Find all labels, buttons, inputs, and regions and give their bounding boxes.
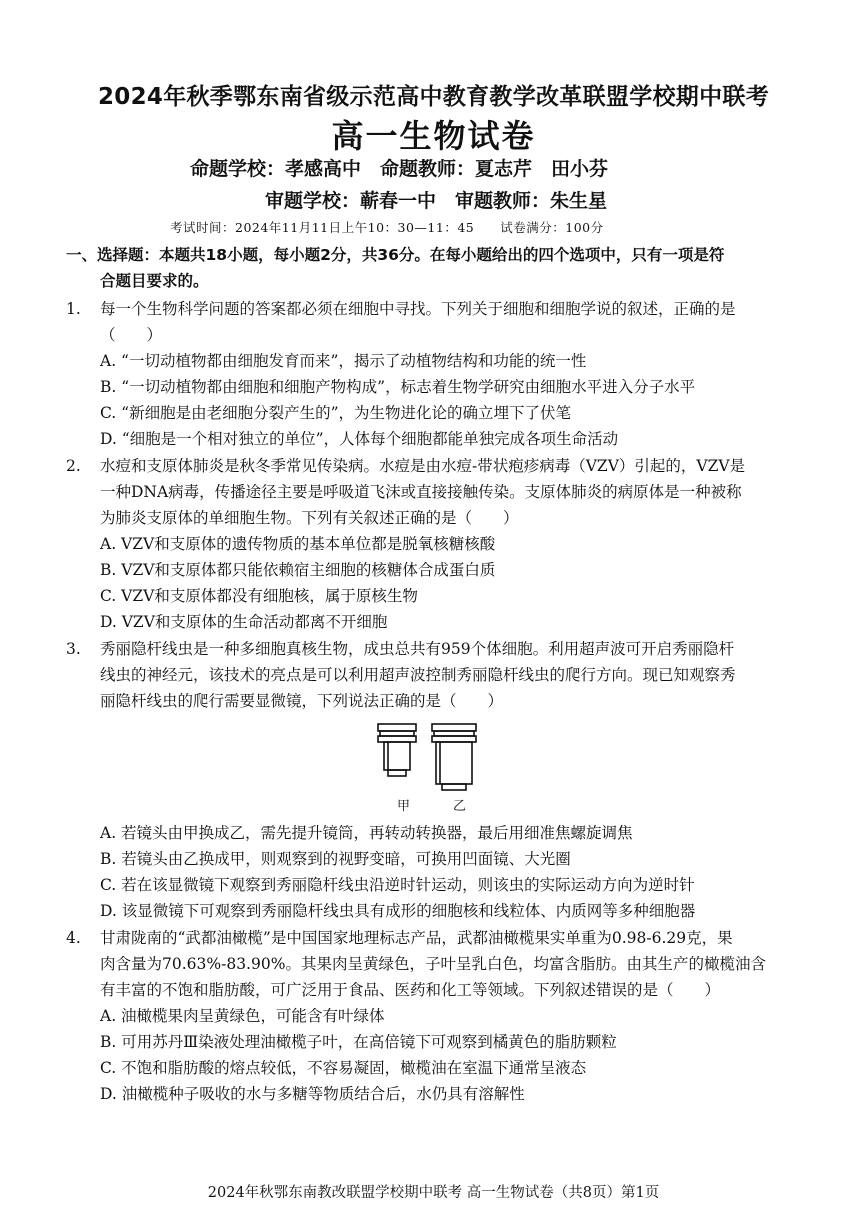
question-stem: 线虫的神经元，该技术的亮点是可以利用超声波控制秀丽隐杆线虫的爬行方向。现已知观察秀 (100, 666, 736, 684)
option-a: A. VZV和支原体的遗传物质的基本单位都是脱氧核糖核酸 (100, 535, 496, 553)
question-stem: 肉含量为70.63%-83.90%。其果肉呈黄绿色，子叶呈乳白色，均富含脂肪。由其生产的橄榄油含 (100, 955, 766, 973)
option-d: D. VZV和支原体的生命活动都离不开细胞 (100, 613, 388, 631)
option-b: B. 可用苏丹Ⅲ染液处理油橄榄子叶，在高倍镜下可观察到橘黄色的脂肪颗粒 (100, 1033, 617, 1051)
option-d: D. 油橄榄种子吸收的水与多糖等物质结合后，水仍具有溶解性 (100, 1085, 525, 1103)
exam-title: 2024年秋季鄂东南省级示范高中教育教学改革联盟学校期中联考 (97, 84, 769, 110)
option-c: C. 不饱和脂肪酸的熔点较低，不容易凝固，橄榄油在室温下通常呈液态 (100, 1059, 587, 1077)
option-a: A. “一切动植物都由细胞发育而来”，揭示了动植物结构和功能的统一性 (100, 352, 587, 370)
question-number: 2. (66, 457, 81, 475)
review-line: 审题学校：蕲春一中 审题教师：朱生星 (265, 190, 608, 212)
section-heading: 一、选择题：本题共18小题，每小题2分，共36分。在每小题给出的四个选项中，只有一项是符 (66, 246, 725, 264)
paper-title: 高一生物试卷 (331, 117, 536, 155)
option-d: D. “细胞是一个相对独立的单位”，人体每个细胞都能单独完成各项生命活动 (100, 430, 619, 448)
figure-label-yi: 乙 (453, 799, 467, 814)
option-b: B. 若镜头由乙换成甲，则观察到的视野变暗，可换用凹面镜、大光圈 (100, 850, 571, 868)
question-stem: 每一个生物科学问题的答案都必须在细胞中寻找。下列关于细胞和细胞学说的叙述，正确的是 (100, 300, 736, 318)
option-a: A. 若镜头由甲换成乙，需先提升镜筒，再转动转换器，最后用细准焦螺旋调焦 (100, 824, 633, 842)
question-number: 4. (66, 929, 81, 947)
exam-info: 考试时间：2024年11月11日上午10：30—11：45 试卷满分：100分 (170, 220, 604, 235)
objective-lens-jia (378, 724, 416, 776)
question-stem: 为肺炎支原体的单细胞生物。下列有关叙述正确的是（ ） (100, 509, 519, 527)
question-stem: 有丰富的不饱和脂肪酸，可广泛用于食品、医药和化工等领域。下列叙述错误的是（ ） (100, 981, 721, 999)
option-d: D. 该显微镜下可观察到秀丽隐杆线虫具有成形的细胞核和线粒体、内质网等多种细胞器 (100, 902, 696, 920)
author-line: 命题学校：孝感高中 命题教师：夏志芹 田小芬 (190, 158, 609, 180)
question-number: 3. (66, 640, 81, 658)
question-number: 1. (66, 300, 81, 318)
option-c: C. 若在该显微镜下观察到秀丽隐杆线虫沿逆时针运动，则该虫的实际运动方向为逆时针 (100, 876, 695, 894)
question-stem: （ ） (100, 326, 163, 344)
option-c: C. “新细胞是由老细胞分裂产生的”，为生物进化论的确立埋下了伏笔 (100, 404, 572, 422)
objective-lens-yi (432, 724, 476, 790)
figure-label-jia: 甲 (397, 799, 411, 814)
question-stem: 秀丽隐杆线虫是一种多细胞真核生物，成虫总共有959个体细胞。利用超声波可开启秀丽隐杆 (100, 640, 735, 658)
question-stem: 一种DNA病毒，传播途径主要是呼吸道飞沫或直接接触传染。支原体肺炎的病原体是一种被称 (100, 483, 742, 501)
page-footer: 2024年秋鄂东南教改联盟学校期中联考 高一生物试卷（共8页）第1页 (207, 1185, 660, 1201)
question-stem: 甘肃陇南的“武都油橄榄”是中国国家地理标志产品，武都油橄榄果实单重为0.98-6.29克，果 (100, 929, 733, 947)
option-a: A. 油橄榄果肉呈黄绿色，可能含有叶绿体 (100, 1007, 385, 1025)
option-b: B. “一切动植物都由细胞和细胞产物构成”，标志着生物学研究由细胞水平进入分子水平 (100, 378, 696, 396)
option-c: C. VZV和支原体都没有细胞核，属于原核生物 (100, 587, 418, 605)
objective-lens-figure (368, 720, 488, 812)
option-b: B. VZV和支原体都只能依赖宿主细胞的核糖体合成蛋白质 (100, 561, 496, 579)
section-heading-cont: 合题目要求的。 (100, 272, 209, 290)
question-stem: 水痘和支原体肺炎是秋冬季常见传染病。水痘是由水痘-带状疱疹病毒（VZV）引起的，VZV是 (100, 457, 746, 475)
question-stem: 丽隐杆线虫的爬行需要显微镜，下列说法正确的是（ ） (100, 692, 504, 710)
